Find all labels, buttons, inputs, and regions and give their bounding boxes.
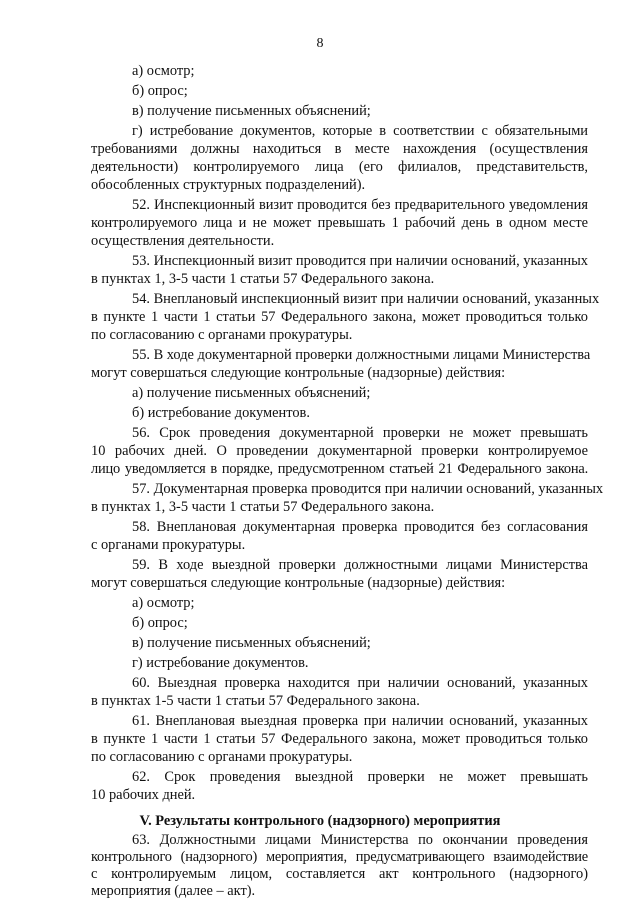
text-line: 52. Инспекционный визит проводится без предварительного уведомления <box>132 197 588 213</box>
text-line: осуществления деятельности. <box>91 233 275 249</box>
text-line: в пункте 1 части 1 статьи 57 Федерального закона, может проводиться только <box>91 731 588 747</box>
text-line: контрольного (надзорного) мероприятия, предусматривающего взаимодействие <box>91 849 588 865</box>
text-line: по согласованию с органами прокуратуры. <box>91 327 353 343</box>
text-line: требованиями должны находиться в месте нахождения (осуществления <box>91 141 588 157</box>
text-line: лицо уведомляется в порядке, предусмотренном статьей 21 Федерального закона. <box>91 461 588 477</box>
text-line: г) истребование документов, которые в соответствии с обязательными <box>132 123 588 139</box>
text-line: обособленных структурных подразделений). <box>91 177 366 193</box>
text-line: 54. Внеплановый инспекционный визит при наличии оснований, указанных <box>132 291 600 307</box>
text-line: а) осмотр; <box>132 63 195 79</box>
text-line: 63. Должностными лицами Министерства по окончании проведения <box>132 832 588 848</box>
text-line: 10 рабочих дней. О проведении документарной проверки контролируемое <box>91 443 588 459</box>
text-line: могут совершаться следующие контрольные (надзорные) действия: <box>91 365 506 381</box>
text-line: в) получение письменных объяснений; <box>132 103 371 119</box>
text-line: а) осмотр; <box>132 595 195 611</box>
text-line: б) опрос; <box>132 83 188 99</box>
text-line: 62. Срок проведения выездной проверки не может превышать <box>132 769 588 785</box>
text-line: б) опрос; <box>132 615 188 631</box>
text-line: в пунктах 1, 3-5 части 1 статьи 57 Федерального закона. <box>91 271 435 287</box>
text-line: в пункте 1 части 1 статьи 57 Федерального закона, может проводиться только <box>91 309 588 325</box>
text-line: б) истребование документов. <box>132 405 310 421</box>
text-line: по согласованию с органами прокуратуры. <box>91 749 353 765</box>
text-line: 10 рабочих дней. <box>91 787 196 803</box>
text-line: с органами прокуратуры. <box>91 537 246 553</box>
text-line: мероприятия (далее – акт). <box>91 883 256 899</box>
section-heading: V. Результаты контрольного (надзорного) мероприятия <box>139 813 501 829</box>
text-line: г) истребование документов. <box>132 655 309 671</box>
text-line: 59. В ходе выездной проверки должностными лицами Министерства <box>132 557 588 573</box>
text-line: 53. Инспекционный визит проводится при наличии оснований, указанных <box>132 253 588 269</box>
text-line: в пунктах 1, 3-5 части 1 статьи 57 Федерального закона. <box>91 499 435 515</box>
text-line: с контролируемым лицом, составляется акт контрольного (надзорного) <box>91 866 588 882</box>
text-line: контролируемого лица и не может превышать 1 рабочий день в одном месте <box>91 215 588 231</box>
text-line: 55. В ходе документарной проверки должностными лицами Министерства <box>132 347 591 363</box>
text-line: 61. Внеплановая выездная проверка при наличии оснований, указанных <box>132 713 588 729</box>
text-line: 57. Документарная проверка проводится при наличии оснований, указанных <box>132 481 604 497</box>
text-line: 58. Внеплановая документарная проверка проводится без согласования <box>132 519 588 535</box>
page-number: 8 <box>316 36 324 51</box>
text-line: могут совершаться следующие контрольные (надзорные) действия: <box>91 575 506 591</box>
text-line: 60. Выездная проверка находится при наличии оснований, указанных <box>132 675 588 691</box>
text-line: деятельности) контролируемого лица (его филиалов, представительств, <box>91 159 588 175</box>
text-line: в) получение письменных объяснений; <box>132 635 371 651</box>
text-line: а) получение письменных объяснений; <box>132 385 371 401</box>
text-line: в пунктах 1-5 части 1 статьи 57 Федерального закона. <box>91 693 420 709</box>
text-line: 56. Срок проведения документарной проверки не может превышать <box>132 425 588 441</box>
